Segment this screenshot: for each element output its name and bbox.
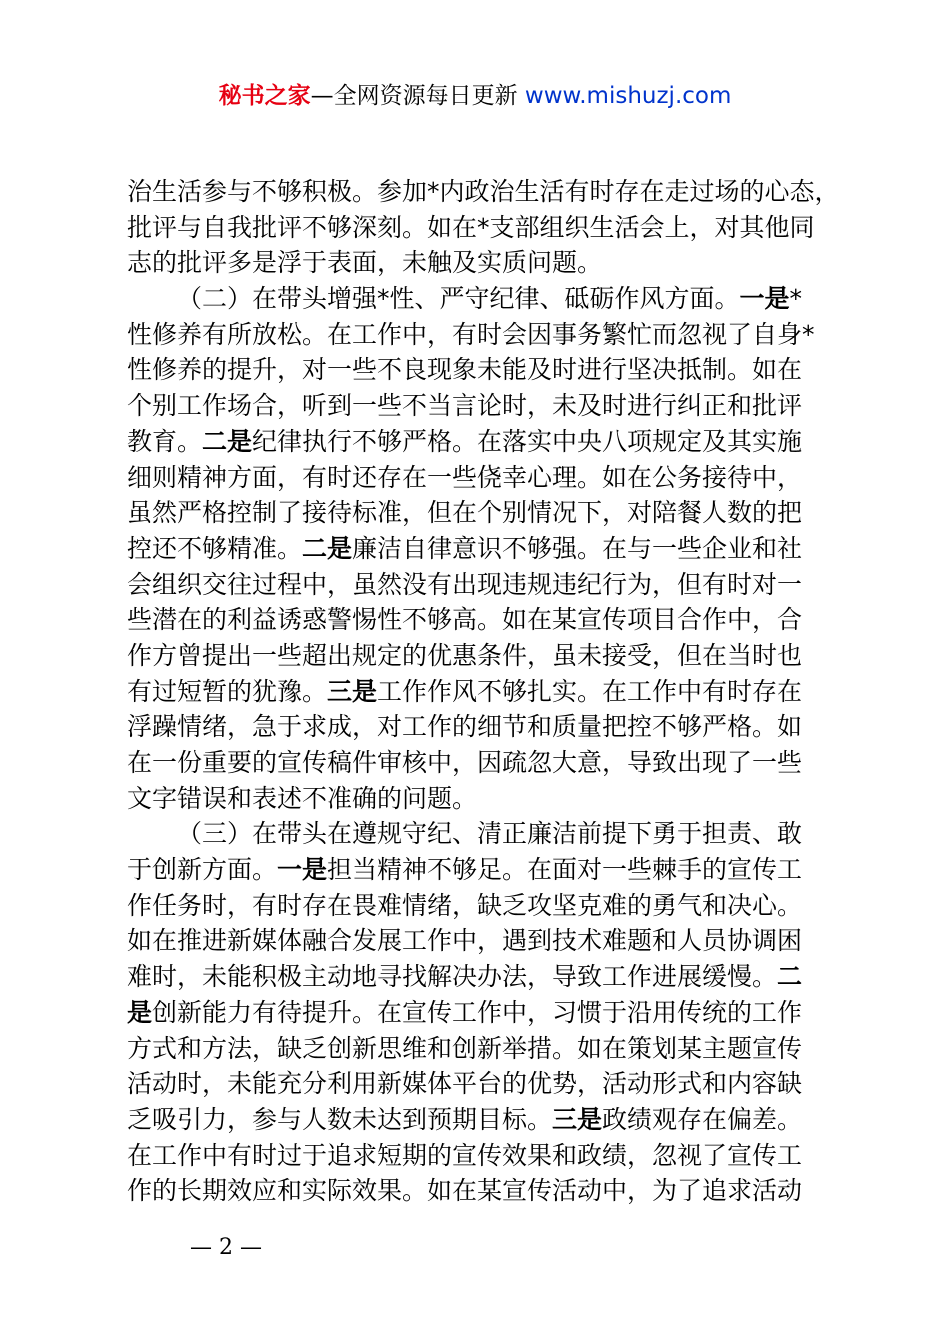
site-header xyxy=(0,80,950,112)
text-line xyxy=(127,210,847,246)
line-text-rest: 廉洁自律意识不够强。在与一些企业和社 xyxy=(352,533,803,563)
text-line xyxy=(127,1102,847,1138)
text-line xyxy=(127,959,847,995)
line-text-rest: 纪律执行不够严格。在落实中央八项规定及其实施 xyxy=(252,426,803,456)
line-text: 如在推进新媒体融合发展工作中，遇到技术难题和人员协调困 xyxy=(127,926,803,956)
line-text: 浮躁情绪，急于求成，对工作的细节和质量把控不够严格。如 xyxy=(127,712,803,742)
line-text: 作方曾提出一些超出规定的优惠条件，虽未接受，但在当时也 xyxy=(127,640,803,670)
line-text-rest: 政绩观存在偏差。 xyxy=(602,1104,803,1134)
line-text: 会组织交往过程中，虽然没有出现违规违纪行为，但有时对一 xyxy=(127,569,803,599)
emphasis-label: 一是 xyxy=(277,855,328,885)
text-line xyxy=(127,1138,847,1174)
text-line xyxy=(127,460,847,496)
line-text: 虽然严格控制了接待标准，但在个别情况下，对陪餐人数的把 xyxy=(127,498,803,528)
line-text-rest: 工作作风不够扎实。在工作中有时存在 xyxy=(377,676,803,706)
header-slogan: —全网资源每日更新 xyxy=(310,83,518,109)
emphasis-label: 二是 xyxy=(302,533,353,563)
line-text: 志的批评多是浮于表面，未触及实质问题。 xyxy=(127,248,603,278)
text-line xyxy=(127,923,847,959)
text-line xyxy=(127,388,847,424)
line-text: 教育。 xyxy=(127,426,203,456)
text-line xyxy=(127,1031,847,1067)
text-line xyxy=(127,852,847,888)
emphasis-label: 三是 xyxy=(552,1104,603,1134)
line-text: 在一份重要的宣传稿件审核中，因疏忽大意，导致出现了一些 xyxy=(127,748,803,777)
line-text: 方式和方法，缺乏创新思维和创新举措。如在策划某主题宣传 xyxy=(127,1033,803,1063)
emphasis-label: 一是 xyxy=(739,284,790,314)
text-line xyxy=(127,888,847,924)
text-line xyxy=(127,674,847,710)
line-text: 有过短暂的犹豫。 xyxy=(127,676,328,706)
document-body xyxy=(127,174,847,1209)
text-line xyxy=(127,245,847,281)
text-line xyxy=(127,281,847,317)
line-text: 些潜在的利益诱惑警惕性不够高。如在某宣传项目合作中，合 xyxy=(127,605,803,635)
emphasis-label: 三是 xyxy=(327,676,378,706)
text-line xyxy=(127,531,847,567)
text-line xyxy=(127,1173,847,1209)
text-line xyxy=(127,602,847,638)
line-text: 控还不够精准。 xyxy=(127,533,303,563)
line-text-rest: 创新能力有待提升。在宣传工作中，习惯于沿用传统的工作 xyxy=(152,997,803,1027)
line-text: 细则精神方面，有时还存在一些侥幸心理。如在公务接待中， xyxy=(127,462,803,492)
line-text-rest: * xyxy=(789,284,803,314)
text-line xyxy=(127,995,847,1031)
line-text: 活动时，未能充分利用新媒体平台的优势，活动形式和内容缺 xyxy=(127,1069,803,1099)
line-text: 于创新方面。 xyxy=(127,855,278,885)
text-line xyxy=(127,174,847,210)
text-line xyxy=(127,317,847,353)
line-text: 作任务时，有时存在畏难情绪，缺乏攻坚克难的勇气和决心。 xyxy=(127,890,803,920)
line-text: 在工作中有时过于追求短期的宣传效果和政绩，忽视了宣传工 xyxy=(127,1140,803,1170)
page-number: — 2 — xyxy=(190,1235,262,1260)
text-line xyxy=(127,352,847,388)
emphasis-label: 二是 xyxy=(202,426,253,456)
text-line xyxy=(127,567,847,603)
site-url[interactable]: www.mishuzj.com xyxy=(524,83,732,109)
text-line xyxy=(127,424,847,460)
brand-name: 秘书之家 xyxy=(218,83,311,109)
line-text: 批评与自我批评不够深刻。如在*支部组织生活会上，对其他同 xyxy=(127,212,815,242)
text-line xyxy=(127,638,847,674)
line-text: 文字错误和表述不准确的问题。 xyxy=(127,783,478,813)
line-text: （二）在带头增强*性、严守纪律、砥砺作风方面。 xyxy=(177,284,740,314)
text-line xyxy=(127,745,847,781)
line-text: 性修养有所放松。在工作中，有时会因事务繁忙而忽视了自身* xyxy=(127,319,815,349)
text-line xyxy=(127,709,847,745)
line-text: （三）在带头在遵规守纪、清正廉洁前提下勇于担责、敢 xyxy=(177,819,803,849)
emphasis-label: 是 xyxy=(127,997,153,1027)
text-line xyxy=(127,781,847,817)
text-line xyxy=(127,1066,847,1102)
line-text: 治生活参与不够积极。参加*内政治生活有时存在走过场的心态， xyxy=(127,177,840,206)
line-text: 个别工作场合，听到一些不当言论时，未及时进行纠正和批评 xyxy=(127,391,803,421)
line-text: 难时，未能积极主动地寻找解决办法，导致工作进展缓慢。 xyxy=(127,962,778,992)
text-line xyxy=(127,495,847,531)
line-text: 乏吸引力，参与人数未达到预期目标。 xyxy=(127,1104,553,1134)
line-text: 作的长期效应和实际效果。如在某宣传活动中，为了追求活动 xyxy=(127,1176,803,1206)
line-text: 性修养的提升，对一些不良现象未能及时进行坚决抵制。如在 xyxy=(127,355,803,385)
text-line xyxy=(127,816,847,852)
emphasis-label: 二 xyxy=(777,962,803,992)
line-text-rest: 担当精神不够足。在面对一些棘手的宣传工 xyxy=(327,855,803,885)
